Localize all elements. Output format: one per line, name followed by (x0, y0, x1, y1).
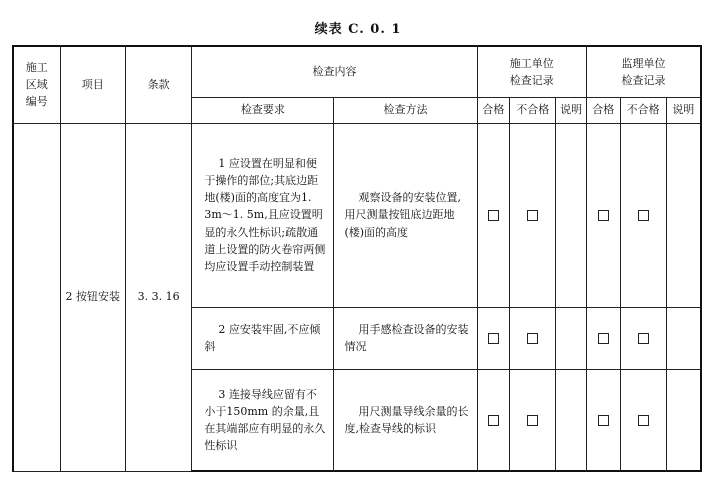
construction-fail-checkbox[interactable] (510, 123, 556, 307)
requirement-cell: 1 应设置在明显和便于操作的部位;其底边距地(楼)面的高度宜为1. 3m～1. 5m,且应设置明显的永久性标识;疏散通道上设置的防火卷帘两侧均应设置手动控制装置 (192, 123, 334, 307)
header-construction-note: 说明 (556, 97, 587, 123)
requirement-cell: 2 应安装牢固,不应倾斜 (192, 307, 334, 369)
table-caption: 续表 C. 0. 1 (314, 22, 402, 37)
supervision-pass-checkbox[interactable] (586, 123, 620, 307)
construction-fail-checkbox[interactable] (510, 307, 556, 369)
construction-note-cell (556, 307, 587, 369)
construction-pass-checkbox[interactable] (477, 369, 510, 471)
header-construction-unit-record: 施工单位 检查记录 (477, 46, 586, 97)
supervision-note-cell (666, 307, 701, 369)
construction-pass-checkbox[interactable] (477, 307, 510, 369)
supervision-fail-checkbox[interactable] (620, 123, 666, 307)
table-row (13, 123, 701, 307)
construction-fail-checkbox[interactable] (510, 369, 556, 471)
inspection-table (12, 45, 702, 472)
header-construction-pass: 合格 (477, 97, 510, 123)
method-cell: 观察设备的安装位置,用尺测量按钮底边距地(楼)面的高度 (334, 123, 477, 307)
supervision-note-cell (666, 123, 701, 307)
header-supervision-fail: 不合格 (620, 97, 666, 123)
header-construction-fail: 不合格 (510, 97, 556, 123)
supervision-fail-checkbox[interactable] (620, 307, 666, 369)
header-check-requirement: 检查要求 (192, 97, 334, 123)
header-check-method: 检查方法 (334, 97, 477, 123)
construction-pass-checkbox[interactable] (477, 123, 510, 307)
clause-cell: 3. 3. 16 (125, 123, 191, 471)
supervision-fail-checkbox[interactable] (620, 369, 666, 471)
header-area-code: 施工 区域 编号 (13, 46, 60, 123)
item-cell: 2 按钮安装 (60, 123, 125, 471)
header-supervision-note: 说明 (666, 97, 701, 123)
supervision-pass-checkbox[interactable] (586, 307, 620, 369)
method-cell: 用尺测量导线余量的长度,检查导线的标识 (334, 369, 477, 471)
header-check-content: 检查内容 (192, 46, 477, 97)
header-supervision-unit-record: 监理单位 检查记录 (586, 46, 701, 97)
supervision-note-cell (666, 369, 701, 471)
header-supervision-pass: 合格 (586, 97, 620, 123)
header-item: 项目 (60, 46, 125, 123)
construction-note-cell (556, 123, 587, 307)
method-cell: 用手感检查设备的安装情况 (334, 307, 477, 369)
supervision-pass-checkbox[interactable] (586, 369, 620, 471)
requirement-cell: 3 连接导线应留有不小于150mm 的余量,且在其端部应有明显的永久性标识 (192, 369, 334, 471)
header-clause: 条款 (125, 46, 191, 123)
construction-note-cell (556, 369, 587, 471)
area-code-cell (13, 123, 60, 471)
